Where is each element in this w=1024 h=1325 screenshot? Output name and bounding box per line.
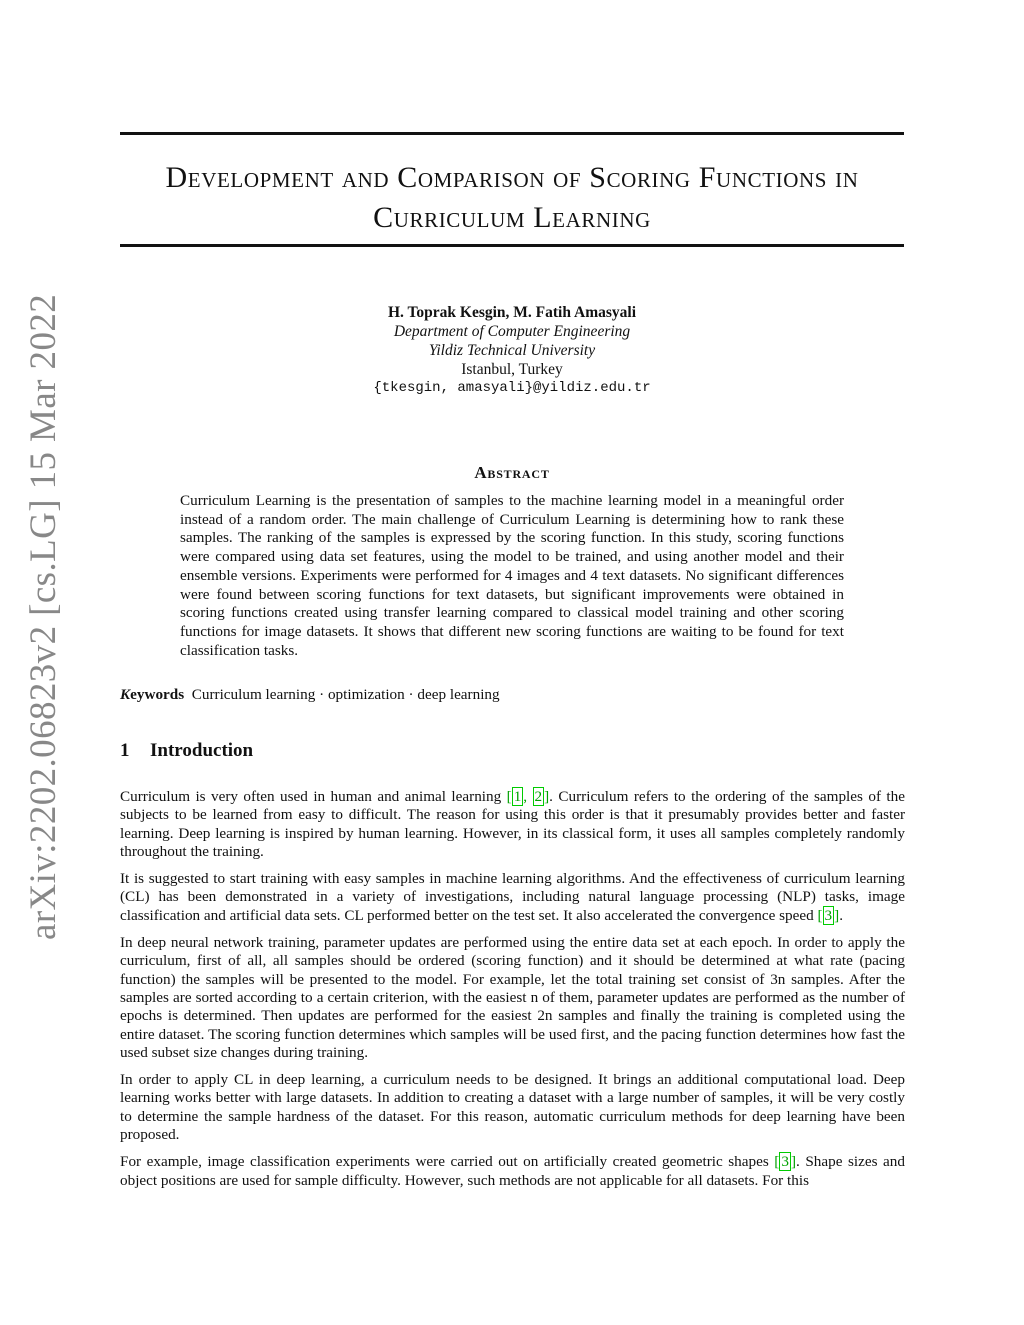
paragraph-2-text-b: . bbox=[839, 906, 843, 924]
section-title: Introduction bbox=[150, 740, 254, 761]
author-university: Yildiz Technical University bbox=[428, 342, 596, 359]
paragraph-1-text-b: . Curriculum refers to the ordering of the samples of the subjects to be learned from easy to difficult. The reason for using this order is that it presumably provides better and faster learning. Deep learning is inspired by human learning. However, in its classical form, it uses all samples completely randomly throughout the training. bbox=[120, 788, 905, 860]
keywords-text: Curriculum learning · optimization · deep learning bbox=[191, 686, 500, 703]
paragraph-1 bbox=[120, 788, 905, 861]
author-department: Department of Computer Engineering bbox=[393, 323, 631, 340]
paragraph-2 bbox=[120, 870, 905, 925]
citation-link-2[interactable]: 2 bbox=[534, 788, 543, 805]
title-line-1: Development and Comparison of Scoring Functions in bbox=[165, 161, 859, 194]
section-number: 1 bbox=[120, 740, 130, 761]
paragraph-4: In order to apply CL in deep learning, a curriculum needs to be designed. It brings an additional computational load. Deep learning works better with large datasets. In addition to creating a dataset with a large number of samples, it will be very costly to determine the sample hardness of the dataset. For this reason, automatic curriculum methods for deep learning have been proposed. bbox=[120, 1071, 905, 1144]
paragraph-5-text-b: . Shape sizes and object positions are used for sample difficulty. However, such methods are not applicable for all datasets. For this bbox=[120, 1153, 905, 1189]
title-line-2: Curriculum Learning bbox=[373, 201, 651, 234]
author-location: Istanbul, Turkey bbox=[461, 361, 563, 378]
citation-group: [ 1 , 2 ] bbox=[506, 788, 550, 805]
title-rule-bottom bbox=[120, 244, 904, 247]
paragraph-2-text-a: It is suggested to start training with easy samples in machine learning algorithms. And the effectiveness of curriculum learning (CL) has been demonstrated in a variety of investigations, including natural language processing (NLP) tasks, image classification and artificial data sets. CL performed better on the test set. It also accelerated the convergence speed bbox=[120, 870, 905, 924]
arxiv-sidebar-stamp: arXiv:2202.06823v2 [cs.LG] 15 Mar 2022 bbox=[23, 293, 64, 940]
paper-title bbox=[120, 158, 904, 238]
keywords-line bbox=[120, 685, 904, 704]
citation-link-1[interactable]: 1 bbox=[513, 788, 522, 805]
section-heading-introduction bbox=[120, 740, 904, 762]
paragraph-5-text-a: For example, image classification experiments were carried out on artificially created geometric shapes bbox=[120, 1153, 775, 1171]
abstract-text: Curriculum Learning is the presentation of samples to the machine learning model in a meaningful order instead of a random order. The main challenge of Curriculum Learning is determining how to rank these samples. The ranking of the samples is expressed by the scoring function. In this study, scoring functions were compared using data set features, using the model to be trained, and using another model and their ensemble versions. Experiments were performed for 4 images and 4 text datasets. No significant differences were found between scoring functions for text datasets, but significant improvements were obtained in scoring functions created using transfer learning compared to classical model training and other scoring functions for image datasets. It shows that different new scoring functions are waiting to be found for text classification tasks. bbox=[180, 492, 844, 659]
citation-group: [ 3 ] bbox=[817, 906, 840, 924]
author-block bbox=[120, 303, 904, 398]
author-names: H. Toprak Kesgin, M. Fatih Amasyali bbox=[387, 304, 637, 321]
introduction-body bbox=[120, 788, 905, 1199]
keywords-label-initial: K bbox=[120, 686, 131, 703]
author-email[interactable]: {tkesgin, amasyali}@yildiz.edu.tr bbox=[373, 380, 651, 396]
citation-group: [ 3 ] bbox=[774, 1153, 797, 1171]
title-rule-top bbox=[120, 132, 904, 135]
keywords-label bbox=[120, 686, 184, 703]
paragraph-1-text-a: Curriculum is very often used in human and animal learning bbox=[120, 788, 507, 805]
paragraph-3: In deep neural network training, parameter updates are performed using the entire data set at each epoch. In order to apply the curriculum, first of all, all samples should be ordered (scoring function) and it should be determined at what rate (pacing function) the samples will be presented to the model. For example, let the total training set consist of 3n samples. After the samples are sorted according to a certain criterion, with the easiest n of them, parameter updates are performed as the number of epochs is determined. Then updates are performed for the easiest 2n samples and finally the training is completed using the entire dataset. The scoring function determines which samples will be used first, and the pacing function determines how fast the used subset size changes during training. bbox=[120, 934, 905, 1061]
keywords-label-rest: eywords bbox=[130, 686, 185, 703]
citation-link-3b[interactable]: 3 bbox=[781, 1153, 789, 1171]
abstract-heading: Abstract bbox=[474, 463, 550, 482]
paragraph-5 bbox=[120, 1153, 905, 1190]
citation-link-3[interactable]: 3 bbox=[824, 906, 833, 924]
